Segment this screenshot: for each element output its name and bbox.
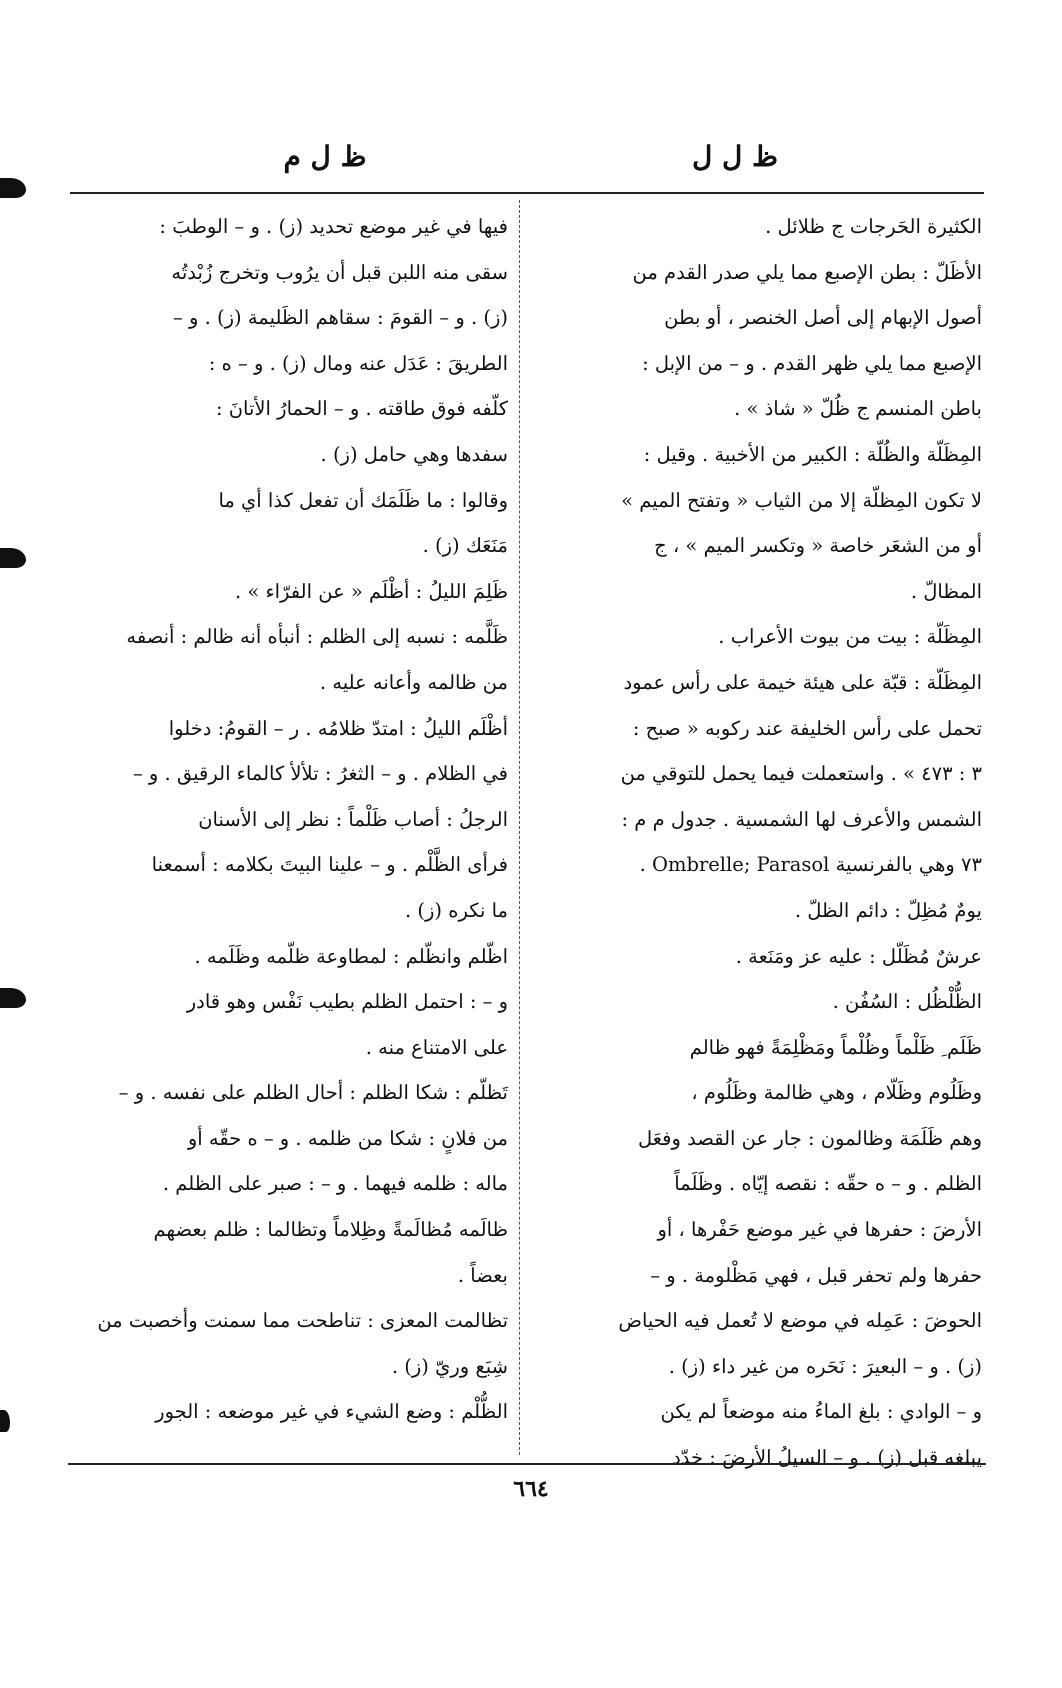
text-line: في الظلام . و – الثغرُ : تلألأ كالماء الرقيق . و – <box>132 762 508 786</box>
text-line: أصول الإبهام إلى أصل الخنصر ، أو بطن <box>664 306 982 330</box>
text-line: (ز) . و – البعيرَ : نَحَره من غير داء (ز) . <box>668 1354 982 1378</box>
text-line: فيها في غير موضع تحديد (ز) . و – الوطبَ : <box>159 215 508 238</box>
text-line: فرأى الظَّلْم . و – علينا البيتَ بكلامه : أسمعنا <box>151 853 508 877</box>
text-line: أظْلَم الليلُ : امتدّ ظلامُه . ر – القومُ: دخلوا <box>168 716 508 740</box>
text-line: باطن المنسم ج ظُلّ « شاذ » . <box>734 397 982 421</box>
text-line: ما نكره (ز) . <box>405 898 508 922</box>
text-line: ظَلَّمه : نسبه إلى الظلم : أنبأه أنه ظالم : أنصفه <box>126 625 508 649</box>
text-line: ظَلَم ِ ظَلْماً وظُلْماً ومَظْلِمَةً فهو ظالم <box>689 1035 982 1059</box>
text-line: ظالَمه مُظالَمةً وظِلاماً وتظالما : ظلم بعضهم <box>153 1218 508 1242</box>
text-line: وقالوا : ما ظَلَمَك أن تفعل كذا أي ما <box>218 488 508 512</box>
scan-edge-mark <box>0 988 26 1008</box>
text-line: كلّفه فوق طاقته . و – الحمارُ الأتانَ : <box>215 397 508 421</box>
text-line: اظّلم وانظّلم : لمطاوعة ظلّمه وظَلَمه . <box>194 944 508 968</box>
text-line: و – الوادي : بلغ الماءُ منه موضعاً لم يكن <box>660 1400 982 1424</box>
text-line: بعضاً . <box>457 1263 508 1287</box>
text-line: يومٌ مُظِلّ : دائم الظلّ . <box>794 898 982 922</box>
text-line: من ظالمه وأعانه عليه . <box>319 670 508 694</box>
text-line: تحمل على رأس الخليفة عند ركوبه « صبح : <box>632 716 982 740</box>
text-line: وهم ظَلَمَة وظالمون : جار عن القصد وفعَل <box>637 1126 982 1150</box>
text-line: الحوضَ : عَمِله في موضع لا تُعمل فيه الحياض <box>618 1309 982 1333</box>
column-divider <box>519 200 520 1455</box>
text-line: أو من الشعَر خاصة « وتكسر الميم » ، ج <box>654 534 982 558</box>
text-line: الظلم . و – ه حقّه : نقصه إيّاه . وظَلَماً <box>674 1172 982 1196</box>
header-rule <box>70 192 984 194</box>
text-line: ماله : ظلمه فيهما . و – : صبر على الظلم . <box>162 1172 508 1196</box>
text-line: الرجلُ : أصاب ظَلْماً : نظر إلى الأسنان <box>198 807 508 831</box>
text-line: لا تكون المِظلّة إلا من الثياب « وتفتح الميم » <box>621 488 982 512</box>
text-line: حفرها ولم تحفر قبل ، فهي مَظْلومة . و – <box>650 1263 982 1287</box>
text-line: تَظلّم : شكا الظلم : أحال الظلم على نفسه . و – <box>118 1081 508 1105</box>
text-line: مَنَعَك (ز) . <box>422 534 508 558</box>
text-line: الظُّلْم : وضع الشيء في غير موضعه : الجور <box>155 1400 508 1424</box>
text-line: المِظَلّة والظُلّة : الكبير من الأخبية . وقيل : <box>643 442 982 466</box>
text-line: ٧٣ وهي بالفرنسية Ombrelle; Parasol . <box>639 853 982 877</box>
scan-edge-mark <box>0 1410 10 1432</box>
page-number: ٦٦٤ <box>513 1476 549 1502</box>
text-line: شِبَع وريّ (ز) . <box>391 1354 508 1378</box>
text-line: الأرضَ : حفرها في غير موضع حَفْرها ، أو <box>657 1218 982 1242</box>
text-line: من فلانٍ : شكا من ظلمه . و – ه حقّه أو <box>187 1126 508 1150</box>
text-line: ٣ : ٤٧٣ » . واستعملت فيما يحمل للتوقي من <box>620 762 982 786</box>
text-line: وظَلُوم وظَلّام ، وهي ظالمة وظَلُوم ، <box>691 1081 982 1105</box>
text-line: تظالمت المعزى : تناطحت مما سمنت وأخصبت من <box>97 1309 508 1333</box>
text-line: و – : احتمل الظلم بطيب نَفْس وهو قادر <box>186 990 508 1014</box>
text-line: الإصبع مما يلي ظهر القدم . و – من الإبل : <box>642 351 982 375</box>
text-line: الكثيرة الحَرجات ج ظلائل . <box>765 215 982 238</box>
text-line: عرشٌ مُظَلّل : عليه عز ومَنَعة . <box>735 944 982 968</box>
text-line: المِظَلّة : بيت من بيوت الأعراب . <box>718 625 982 649</box>
text-line: ظَلِمَ الليلُ : أظْلَم « عن الفرّاء » . <box>234 579 508 603</box>
right-column <box>530 204 982 1470</box>
footer-rule <box>68 1463 986 1465</box>
text-line: المِظَلّة : قبّة على هيئة خيمة على رأس عمود <box>623 670 982 694</box>
left-column <box>70 204 508 1454</box>
text-line: (ز) . و – القومَ : سقاهم الظَليمة (ز) . و – <box>173 306 508 330</box>
scan-edge-mark <box>0 178 26 198</box>
text-line: الأظَلّ : بطن الإصبع مما يلي صدر القدم من <box>632 260 982 284</box>
scan-edge-mark <box>0 548 26 568</box>
text-line: سفدها وهي حامل (ز) . <box>320 442 508 466</box>
text-line: يبلغه قبل (ز) . و – السيلُ الأرضَ : خدّد <box>672 1446 982 1470</box>
text-line: الظُّلْظُل : السُفُن . <box>832 990 982 1014</box>
text-line: على الامتناع منه . <box>365 1035 508 1059</box>
running-header-right: ظ ل ل <box>691 140 779 173</box>
text-line: سقى منه اللبن قبل أن يرُوب وتخرج زُبْدتُه <box>171 260 508 284</box>
running-header-left: ظ ل م <box>283 140 367 173</box>
text-line: الشمس والأعرف لها الشمسية . جدول م م : <box>621 807 982 831</box>
text-line: الطريقَ : عَدَل عنه ومال (ز) . و – ه : <box>208 351 508 375</box>
text-line: المظالّ . <box>910 579 982 603</box>
